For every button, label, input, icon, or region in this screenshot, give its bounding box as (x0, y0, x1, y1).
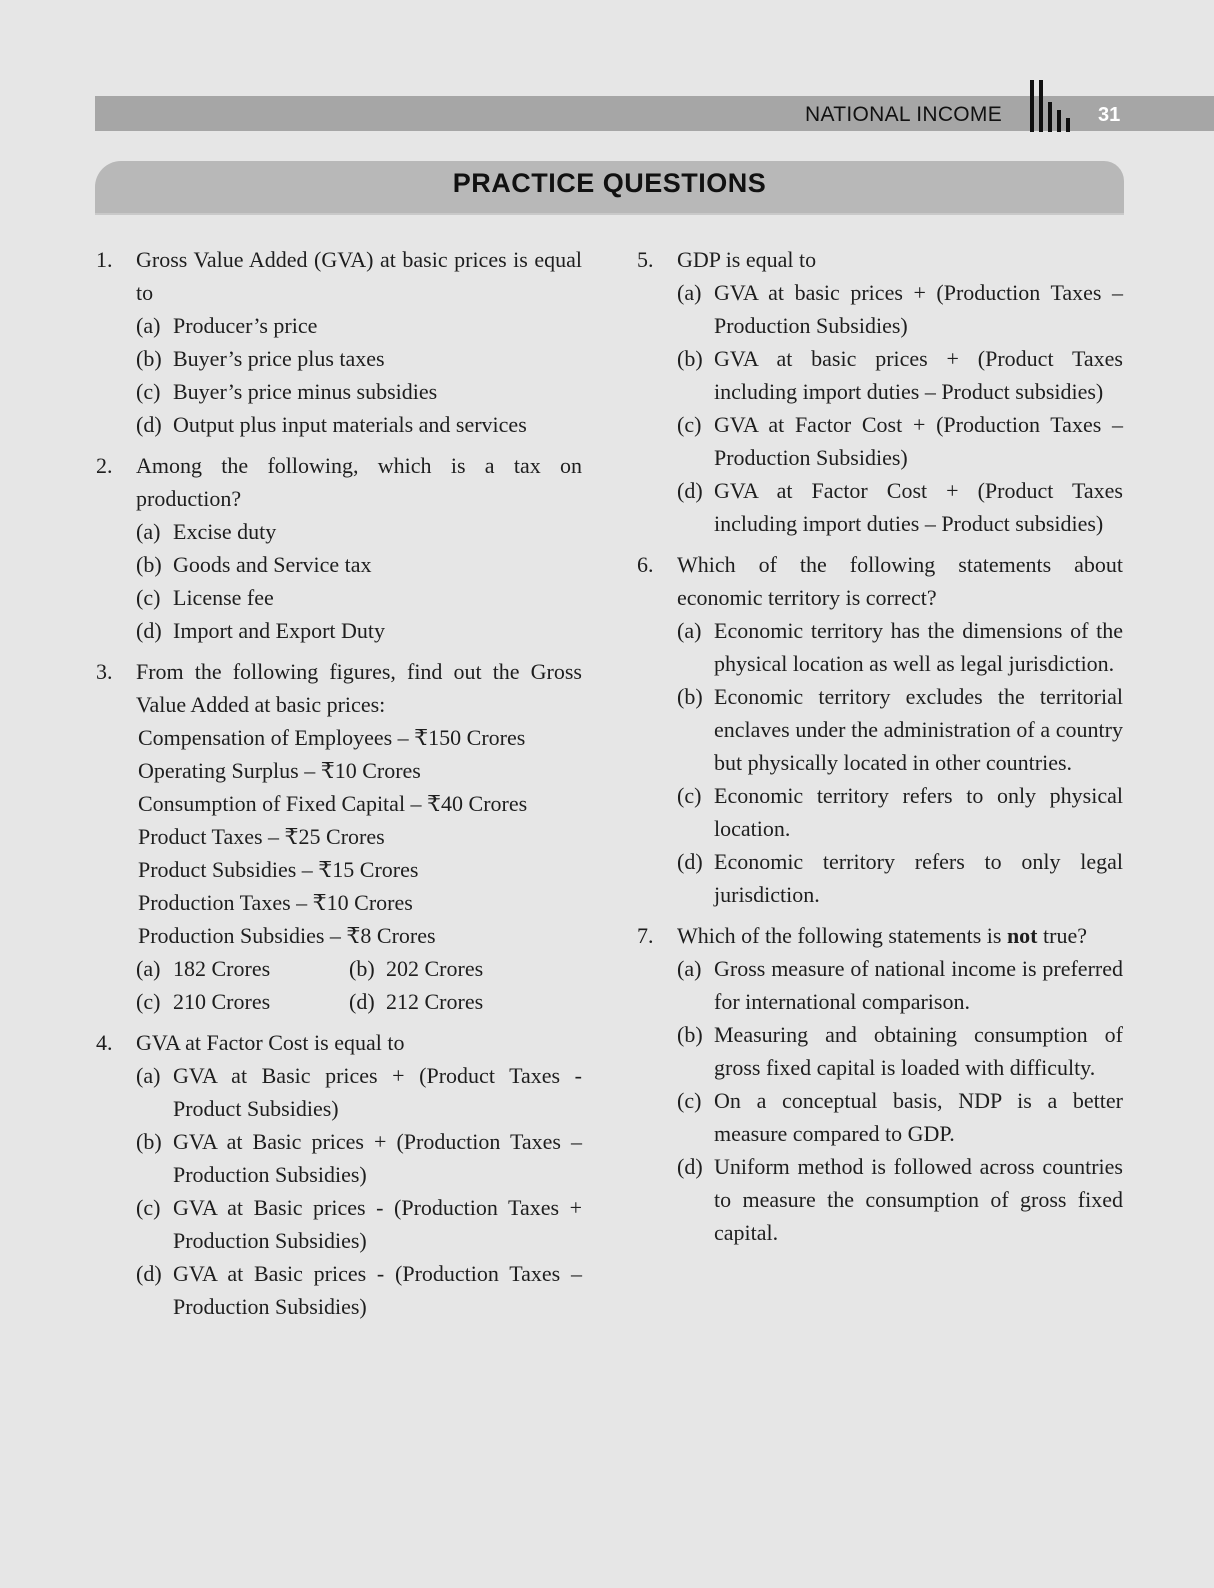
option-c (136, 985, 349, 1018)
option-a (136, 952, 349, 985)
option-label: (d) (136, 412, 162, 437)
data-line: Production Taxes – ₹10 Crores (138, 890, 413, 915)
option-b (136, 342, 582, 375)
option-d (136, 614, 582, 647)
option-text: GVA at Basic prices - (Production Taxes + Production Subsidies) (173, 1195, 582, 1253)
question-1 (96, 243, 582, 441)
option-label: (c) (677, 1088, 702, 1113)
option-text: 210 Crores (173, 989, 271, 1014)
option-b (136, 1125, 582, 1191)
option-a (677, 276, 1123, 342)
option-text: Output plus input materials and services (173, 412, 527, 437)
option-a (136, 1059, 582, 1125)
option-text: Uniform method is followed across countries to measure the consumption of gross fixed capital. (714, 1154, 1123, 1245)
option-c (136, 581, 582, 614)
stem-emphasis: not (1006, 923, 1038, 948)
option-label: (a) (136, 1063, 161, 1088)
option-text: 182 Crores (173, 956, 271, 981)
stem-text: Which of the following statements is (677, 923, 1007, 948)
option-text: Goods and Service tax (173, 552, 372, 577)
option-label: (c) (677, 412, 702, 437)
option-text: Buyer’s price minus subsidies (173, 379, 438, 404)
option-label: (b) (136, 1129, 162, 1154)
section-title: PRACTICE QUESTIONS (452, 168, 767, 198)
option-text: Gross measure of national income is preferred for international comparison. (714, 956, 1123, 1014)
option-a (677, 952, 1123, 1018)
question-number: 5. (637, 247, 654, 272)
option-label: (c) (677, 783, 702, 808)
option-label: (c) (136, 379, 161, 404)
data-line: Consumption of Fixed Capital – ₹40 Crores (138, 791, 528, 816)
option-text: Economic territory excludes the territorial enclaves under the administration of a country but physically located in other countries. (714, 684, 1123, 775)
option-text: GVA at Factor Cost + (Production Taxes – Production Subsidies) (714, 412, 1123, 470)
option-label: (d) (677, 478, 703, 503)
option-c (677, 1084, 1123, 1150)
question-number: 3. (96, 659, 113, 684)
option-b (677, 1018, 1123, 1084)
option-label: (b) (677, 346, 703, 371)
question-number: 1. (96, 247, 113, 272)
option-text: Producer’s price (173, 313, 318, 338)
data-line: Operating Surplus – ₹10 Crores (138, 758, 421, 783)
option-b (677, 680, 1123, 779)
option-text: Excise duty (173, 519, 277, 544)
question-stem: GVA at Factor Cost is equal to (136, 1030, 405, 1055)
stem-text: true? (1037, 923, 1087, 948)
option-text: GVA at basic prices + (Product Taxes including import duties – Product subsidies) (714, 346, 1123, 404)
option-text: Economic territory has the dimensions of the physical location as well as legal jurisdiction. (714, 618, 1123, 676)
option-text: 212 Crores (386, 989, 484, 1014)
running-header-title: NATIONAL INCOME (805, 103, 1003, 126)
question-stem: Gross Value Added (GVA) at basic prices is equal to (136, 247, 582, 305)
option-text: GVA at Factor Cost + (Product Taxes including import duties – Product subsidies) (714, 478, 1123, 536)
option-b (349, 952, 582, 985)
question-7 (637, 919, 1123, 1249)
data-line: Production Subsidies – ₹8 Crores (138, 923, 436, 948)
option-text: GVA at Basic prices + (Production Taxes – Production Subsidies) (173, 1129, 582, 1187)
option-label: (c) (136, 989, 161, 1014)
question-number: 7. (637, 923, 654, 948)
option-label: (b) (136, 552, 162, 577)
option-label: (b) (349, 956, 375, 981)
option-d (136, 1257, 582, 1323)
option-label: (d) (677, 1154, 703, 1179)
option-label: (a) (136, 956, 161, 981)
option-d (349, 985, 582, 1018)
question-6 (637, 548, 1123, 911)
option-label: (a) (677, 956, 702, 981)
option-label: (a) (136, 313, 161, 338)
option-label: (b) (677, 1022, 703, 1047)
data-line: Product Subsidies – ₹15 Crores (138, 857, 419, 882)
option-label: (a) (677, 280, 702, 305)
question-stem: Among the following, which is a tax on production? (136, 453, 582, 511)
data-line: Compensation of Employees – ₹150 Crores (138, 725, 526, 750)
option-label: (d) (136, 618, 162, 643)
page-number: 31 (1098, 104, 1121, 126)
option-label: (b) (136, 346, 162, 371)
option-d (136, 408, 582, 441)
question-number: 2. (96, 453, 113, 478)
option-label: (c) (136, 585, 161, 610)
question-2 (96, 449, 582, 647)
option-d (677, 474, 1123, 540)
option-text: GVA at Basic prices + (Product Taxes - Product Subsidies) (173, 1063, 582, 1121)
option-text: GVA at Basic prices - (Production Taxes – Production Subsidies) (173, 1261, 582, 1319)
option-d (677, 845, 1123, 911)
left-column (96, 243, 582, 1331)
bar-graph-logo-icon (1030, 80, 1080, 132)
question-stem: Which of the following statements about economic territory is correct? (677, 552, 1123, 610)
option-d (677, 1150, 1123, 1249)
question-stem: From the following figures, find out the Gross Value Added at basic prices: (136, 659, 582, 717)
option-c (677, 779, 1123, 845)
option-label: (d) (136, 1261, 162, 1286)
option-c (136, 1191, 582, 1257)
option-label: (d) (349, 989, 375, 1014)
option-text: License fee (173, 585, 274, 610)
option-label: (b) (677, 684, 703, 709)
data-line: Product Taxes – ₹25 Crores (138, 824, 385, 849)
option-a (677, 614, 1123, 680)
question-4 (96, 1026, 582, 1323)
option-b (677, 342, 1123, 408)
question-5 (637, 243, 1123, 540)
question-stem: GDP is equal to (677, 247, 817, 272)
option-text: Buyer’s price plus taxes (173, 346, 385, 371)
option-text: 202 Crores (386, 956, 484, 981)
option-a (136, 515, 582, 548)
option-text: Economic territory refers to only legal jurisdiction. (714, 849, 1123, 907)
option-text: Economic territory refers to only physical location. (714, 783, 1123, 841)
option-label: (a) (677, 618, 702, 643)
option-text: Import and Export Duty (173, 618, 386, 643)
option-a (136, 309, 582, 342)
option-text: Measuring and obtaining consumption of gross fixed capital is loaded with difficulty. (714, 1022, 1123, 1080)
question-number: 6. (637, 552, 654, 577)
question-3 (96, 655, 582, 1018)
option-c (136, 375, 582, 408)
option-text: GVA at basic prices + (Production Taxes – Production Subsidies) (714, 280, 1123, 338)
option-label: (d) (677, 849, 703, 874)
option-label: (a) (136, 519, 161, 544)
option-label: (c) (136, 1195, 161, 1220)
question-number: 4. (96, 1030, 113, 1055)
option-b (136, 548, 582, 581)
question-stem (677, 919, 1123, 952)
right-column (637, 243, 1123, 1257)
option-text: On a conceptual basis, NDP is a better measure compared to GDP. (714, 1088, 1123, 1146)
option-c (677, 408, 1123, 474)
options-grid (136, 952, 582, 1018)
